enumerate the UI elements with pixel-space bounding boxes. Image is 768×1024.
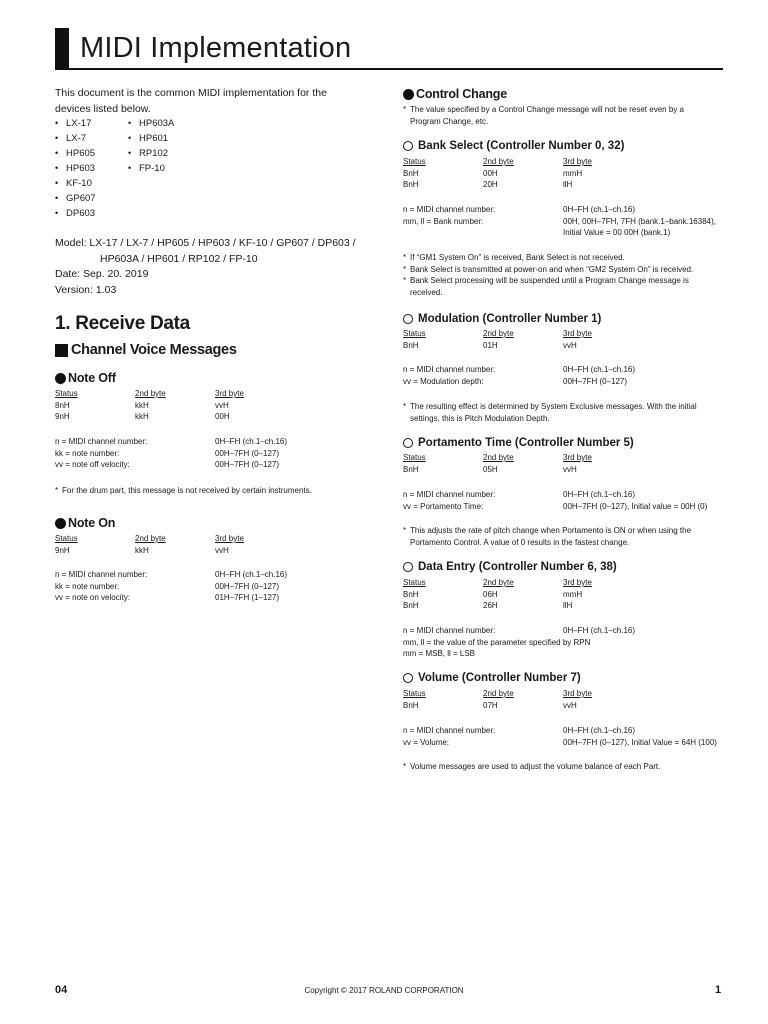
table-row: BnH 20H llH	[403, 180, 573, 189]
bank-select-defs: n = MIDI channel number: 0H–FH (ch.1–ch.16) mm, ll = Bank number: 00H, 00H–7FH, 7FH (bank.1–bank.16384), Initial Value = 00 00H (bank.1)	[403, 205, 716, 237]
portamento-heading	[403, 437, 634, 449]
data-entry-heading	[403, 561, 617, 573]
circle-bullet-icon	[403, 141, 413, 151]
heading-label: Control Change	[416, 87, 507, 101]
intro-text: This document is the common MIDI implementation for the devices listed below.	[55, 87, 327, 115]
control-change-note: * The value specified by a Control Change message will not be reset even by a Program Change, etc.	[403, 104, 713, 127]
list-item: • DP603	[55, 206, 96, 221]
table-row: BnH 26H llH	[403, 601, 573, 610]
note-off-heading	[55, 371, 116, 385]
modulation-defs: n = MIDI channel number: 0H–FH (ch.1–ch.16) vv = Modulation depth: 00H–7FH (0–127)	[403, 365, 636, 386]
square-bullet-icon	[55, 344, 68, 357]
list-item: • LX-17	[55, 116, 96, 131]
note-on-table: Status 2nd byte 3rd byte 9nH kkH vvH	[55, 533, 295, 556]
list-item: • LX-7	[55, 131, 96, 146]
model-block	[55, 236, 365, 298]
table-row: 9nH kkH 00H	[55, 412, 230, 421]
modulation-note: * The resulting effect is determined by System Exclusive messages. With the initial settings, this is Pitch Modulation Depth.	[403, 401, 713, 424]
heading-label: Note On	[68, 516, 116, 530]
footer-page-left: 04	[55, 984, 68, 996]
title-rule	[55, 68, 723, 70]
col-header: 3rd byte	[215, 389, 244, 398]
table-row: 9nH kkH vvH	[55, 545, 229, 555]
heading-label: Note Off	[68, 371, 116, 385]
date-line: Date: Sep. 20. 2019	[55, 268, 149, 280]
portamento-defs: n = MIDI channel number: 0H–FH (ch.1–ch.16) vv = Portamento Time: 00H–7FH (0–127), Initial value = 00H (0)	[403, 490, 708, 511]
footer-page-right: 1	[715, 984, 722, 996]
modulation-table: Status 2nd byte 3rd byte BnH 01H vvH	[403, 328, 643, 351]
note-off-note: * For the drum part, this message is not received by certain instruments.	[55, 485, 365, 497]
circle-bullet-icon	[403, 562, 413, 572]
table-row: BnH 07H vvH	[403, 700, 577, 710]
model-line: Model: LX-17 / LX-7 / HP605 / HP603 / KF-10 / GP607 / DP603 /	[55, 237, 356, 249]
bank-select-notes: * If “GM1 System On” is received, Bank Select is not received. * Bank Select is transmitted at power-on and when “GM2 System On” is received. * Bank Select processing will be suspended until a Program Change message is received.	[403, 252, 713, 298]
device-list-2	[128, 116, 174, 176]
list-item: • FP-10	[128, 161, 174, 176]
section-heading: 1. Receive Data	[55, 313, 190, 334]
round-bullet-icon	[55, 518, 66, 529]
control-change-heading	[403, 87, 507, 101]
table-row: 8nH kkH vvH	[55, 400, 229, 410]
volume-table: Status 2nd byte 3rd byte BnH 07H vvH	[403, 688, 643, 711]
note-on-heading	[55, 516, 115, 530]
title-bar-mark	[55, 28, 69, 68]
circle-bullet-icon	[403, 314, 413, 324]
data-entry-defs: n = MIDI channel number: 0H–FH (ch.1–ch.16) mm, ll = the value of the parameter specified by RPN mm = MSB, ll = LSB	[403, 626, 636, 658]
device-list-1	[55, 116, 96, 221]
list-item: • KF-10	[55, 176, 96, 191]
heading-label: Modulation (Controller Number 1)	[418, 313, 602, 325]
round-bullet-icon	[403, 89, 414, 100]
heading-label: Portamento Time (Controller Number 5)	[418, 437, 634, 449]
subsection-label: Channel Voice Messages	[71, 342, 237, 358]
table-row: BnH 00H mmH	[403, 168, 583, 178]
note-on-defs: n = MIDI channel number: 0H–FH (ch.1–ch.16) kk = note number: 00H–7FH (0–127) vv = note on velocity: 01H–7FH (1–127)	[55, 570, 288, 602]
footer-copyright: Copyright © 2017 ROLAND CORPORATION	[304, 986, 464, 995]
table-row: BnH 05H vvH	[403, 464, 577, 474]
list-item: • HP603A	[128, 116, 174, 131]
table-row: BnH 01H vvH	[403, 340, 577, 350]
col-header: Status	[55, 389, 78, 398]
portamento-note: * This adjusts the rate of pitch change when Portamento is ON or when using the Portamento Control. A value of 0 results in the fastest change.	[403, 525, 713, 548]
portamento-table: Status 2nd byte 3rd byte BnH 05H vvH	[403, 452, 643, 475]
data-entry-table: Status 2nd byte 3rd byte BnH 06H mmH BnH 26H llH	[403, 577, 643, 612]
page-title: MIDI Implementation	[80, 32, 352, 64]
heading-label: Bank Select (Controller Number 0, 32)	[418, 140, 625, 152]
list-item: • HP601	[128, 131, 174, 146]
list-item: • HP603	[55, 161, 96, 176]
heading-label: Data Entry (Controller Number 6, 38)	[418, 561, 617, 573]
version-line: Version: 1.03	[55, 283, 117, 296]
volume-note: * Volume messages are used to adjust the volume balance of each Part.	[403, 761, 713, 773]
circle-bullet-icon	[403, 438, 413, 448]
heading-label: Volume (Controller Number 7)	[418, 672, 581, 684]
note-off-defs: n = MIDI channel number: 0H–FH (ch.1–ch.16) kk = note number: 00H–7FH (0–127) vv = note off velocity: 00H–7FH (0–127)	[55, 437, 288, 469]
table-row: BnH 06H mmH	[403, 589, 583, 599]
col-header: 2nd byte	[135, 389, 166, 398]
volume-heading	[403, 672, 581, 684]
list-item: • GP607	[55, 191, 96, 206]
volume-defs: n = MIDI channel number: 0H–FH (ch.1–ch.16) vv = Volume: 00H–7FH (0–127), Initial Value = 64H (100)	[403, 726, 717, 747]
circle-bullet-icon	[403, 673, 413, 683]
list-item: • HP605	[55, 146, 96, 161]
model-line: HP603A / HP601 / RP102 / FP-10	[100, 252, 258, 265]
round-bullet-icon	[55, 373, 66, 384]
note-off-table	[55, 388, 295, 423]
subsection-heading	[55, 342, 237, 358]
bank-select-heading	[403, 140, 624, 152]
list-item: • RP102	[128, 146, 174, 161]
modulation-heading	[403, 313, 601, 325]
bank-select-table: Status 2nd byte 3rd byte BnH 00H mmH BnH 20H llH	[403, 156, 643, 191]
